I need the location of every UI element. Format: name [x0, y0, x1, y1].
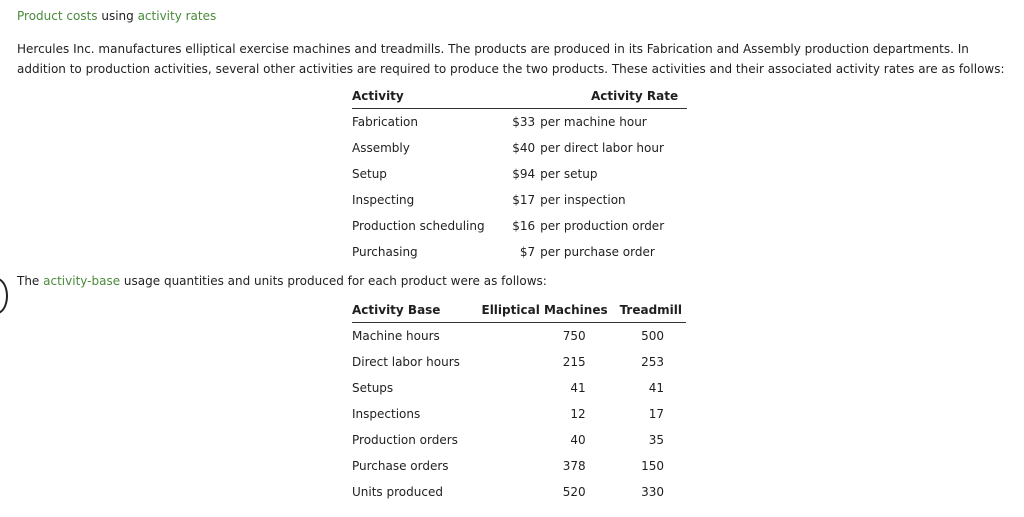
rate-unit: per purchase order: [540, 245, 655, 259]
activity-base-name: Units produced: [352, 485, 443, 499]
activity-rate-header: Activity Rate: [502, 84, 687, 109]
elliptical-value: 750: [562, 329, 586, 343]
table-row: [352, 135, 687, 161]
rate-amount: $16: [512, 219, 536, 233]
activity-base-name: Production orders: [352, 433, 458, 447]
elliptical-value: 12: [570, 407, 586, 421]
rate-unit: per production order: [540, 219, 665, 233]
rate-unit: per inspection: [540, 193, 626, 207]
table-row: [352, 323, 686, 350]
activity-base-name: Direct labor hours: [352, 355, 460, 369]
product-costs-link[interactable]: Product costs: [17, 9, 98, 23]
page-title: [17, 9, 216, 23]
table-row: [352, 375, 686, 401]
intro2-start: The: [17, 274, 44, 288]
intro-paragraph: Hercules Inc. manufactures elliptical exercise machines and treadmills. The products are produced in its Fabrication and Assembly production departments. In addition to production activities, several other activities are required to produce the two products. These activities and their associated activity rates are as follows:: [17, 42, 1005, 76]
table-row: [352, 479, 686, 505]
elliptical-value: 520: [562, 485, 586, 499]
rate-unit: per machine hour: [540, 115, 647, 129]
activity-name: Inspecting: [352, 193, 415, 207]
rate-unit: per direct labor hour: [540, 141, 664, 155]
activity-name: Fabrication: [352, 115, 418, 129]
elliptical-value: 215: [562, 355, 586, 369]
rate-amount: $40: [512, 141, 536, 155]
rate-table-header: [352, 84, 687, 109]
treadmill-value: 500: [641, 329, 664, 343]
activity-rate-table: [352, 84, 687, 265]
activity-header: Activity: [352, 84, 502, 109]
rate-amount: $33: [512, 115, 536, 129]
rate-amount: $17: [512, 193, 536, 207]
treadmill-value: 253: [641, 355, 664, 369]
table-row: [352, 109, 687, 136]
activity-base-name: Purchase orders: [352, 459, 449, 473]
activity-name: Production scheduling: [352, 219, 485, 233]
elliptical-value: 41: [570, 381, 586, 395]
table-row: [352, 161, 687, 187]
base-table-header: [352, 298, 686, 323]
circle-edge-icon: [0, 278, 8, 314]
activity-rates-link[interactable]: activity rates: [137, 9, 217, 23]
activity-base-paragraph: [17, 274, 547, 288]
activity-base-name: Inspections: [352, 407, 421, 421]
intro2-end: usage quantities and units produced for each product were as follows:: [120, 274, 547, 288]
table-row: [352, 187, 687, 213]
activity-base-name: Machine hours: [352, 329, 440, 343]
activity-name: Assembly: [352, 141, 410, 155]
rate-amount: $7: [519, 245, 536, 259]
rate-unit: per setup: [540, 167, 598, 181]
activity-name: Purchasing: [352, 245, 418, 259]
activity-name: Setup: [352, 167, 387, 181]
title-connector: using: [97, 9, 138, 23]
treadmill-value: 17: [648, 407, 664, 421]
treadmill-value: 35: [648, 433, 664, 447]
treadmill-header: Treadmill: [616, 298, 686, 323]
activity-base-header: Activity Base: [352, 298, 474, 323]
elliptical-header: Elliptical Machines: [474, 298, 616, 323]
elliptical-value: 40: [570, 433, 586, 447]
table-row: [352, 401, 686, 427]
treadmill-value: 150: [641, 459, 664, 473]
treadmill-value: 41: [648, 381, 664, 395]
activity-base-link[interactable]: activity-base: [43, 274, 121, 288]
table-row: [352, 239, 687, 265]
rate-amount: $94: [512, 167, 536, 181]
activity-base-name: Setups: [352, 381, 394, 395]
table-row: [352, 453, 686, 479]
treadmill-value: 330: [641, 485, 664, 499]
table-row: [352, 349, 686, 375]
table-row: [352, 427, 686, 453]
elliptical-value: 378: [562, 459, 586, 473]
table-row: [352, 213, 687, 239]
activity-base-table: [352, 298, 686, 505]
